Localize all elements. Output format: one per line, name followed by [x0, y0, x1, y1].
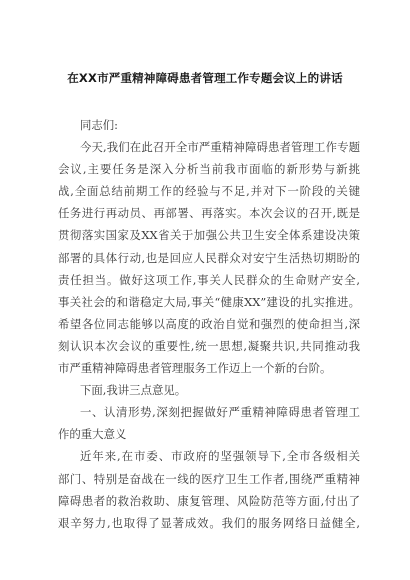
body-line: 艰辛努力,也取得了显著成效。我们的服务网络日益健全,: [58, 515, 360, 530]
body-line: 希望各位同志能够以高度的政治自觉和强烈的使命担当,深: [58, 316, 360, 331]
body-line: 同志们:: [80, 118, 119, 132]
body-line: 下面,我讲三点意见。: [80, 383, 187, 398]
body-line: 任务进行再动员、再部署、再落实。本次会议的召开,既是: [58, 206, 360, 221]
body-line: 今天,我们在此召开全市严重精神障碍患者管理工作专题: [80, 140, 360, 155]
body-line: 市严重精神障碍患者管理服务工作迈上一个新的台阶。: [58, 361, 332, 376]
document-title: 在XX市严重精神障碍患者管理工作专题会议上的讲话: [67, 71, 343, 85]
body-line: 障碍患者的救治救助、康复管理、风险防范等方面,付出了: [58, 493, 360, 508]
body-line: 责任担当。做好这项工作,事关人民群众的生命财产安全,: [58, 272, 360, 287]
body-line: 部署的具体行动,也是回应人民群众对安宁生活热切期盼的: [58, 250, 360, 265]
body-line: 一、认清形势,深刻把握做好严重精神障碍患者管理工: [80, 405, 360, 420]
body-line: 会议,主要任务是深入分析当前我市面临的新形势与新挑: [58, 162, 360, 177]
body-line: 近年来,在市委、市政府的坚强领导下,全市各级相关: [80, 449, 360, 464]
body-line: 贯彻落实国家及XX省关于加强公共卫生安全体系建设决策: [58, 228, 360, 243]
body-line: 刻认识本次会议的重要性,统一思想,凝聚共识,共同推动我: [58, 338, 360, 353]
body-line: 战,全面总结前期工作的经验与不足,并对下一阶段的关键: [58, 184, 360, 199]
body-line: 作的重大意义: [58, 427, 127, 442]
document-body: [58, 114, 360, 534]
body-line: 事关社会的和谐稳定大局,事关“健康XX”建设的扎实推进。: [58, 294, 360, 309]
body-line: 部门、特别是奋战在一线的医疗卫生工作者,围绕严重精神: [58, 471, 360, 486]
